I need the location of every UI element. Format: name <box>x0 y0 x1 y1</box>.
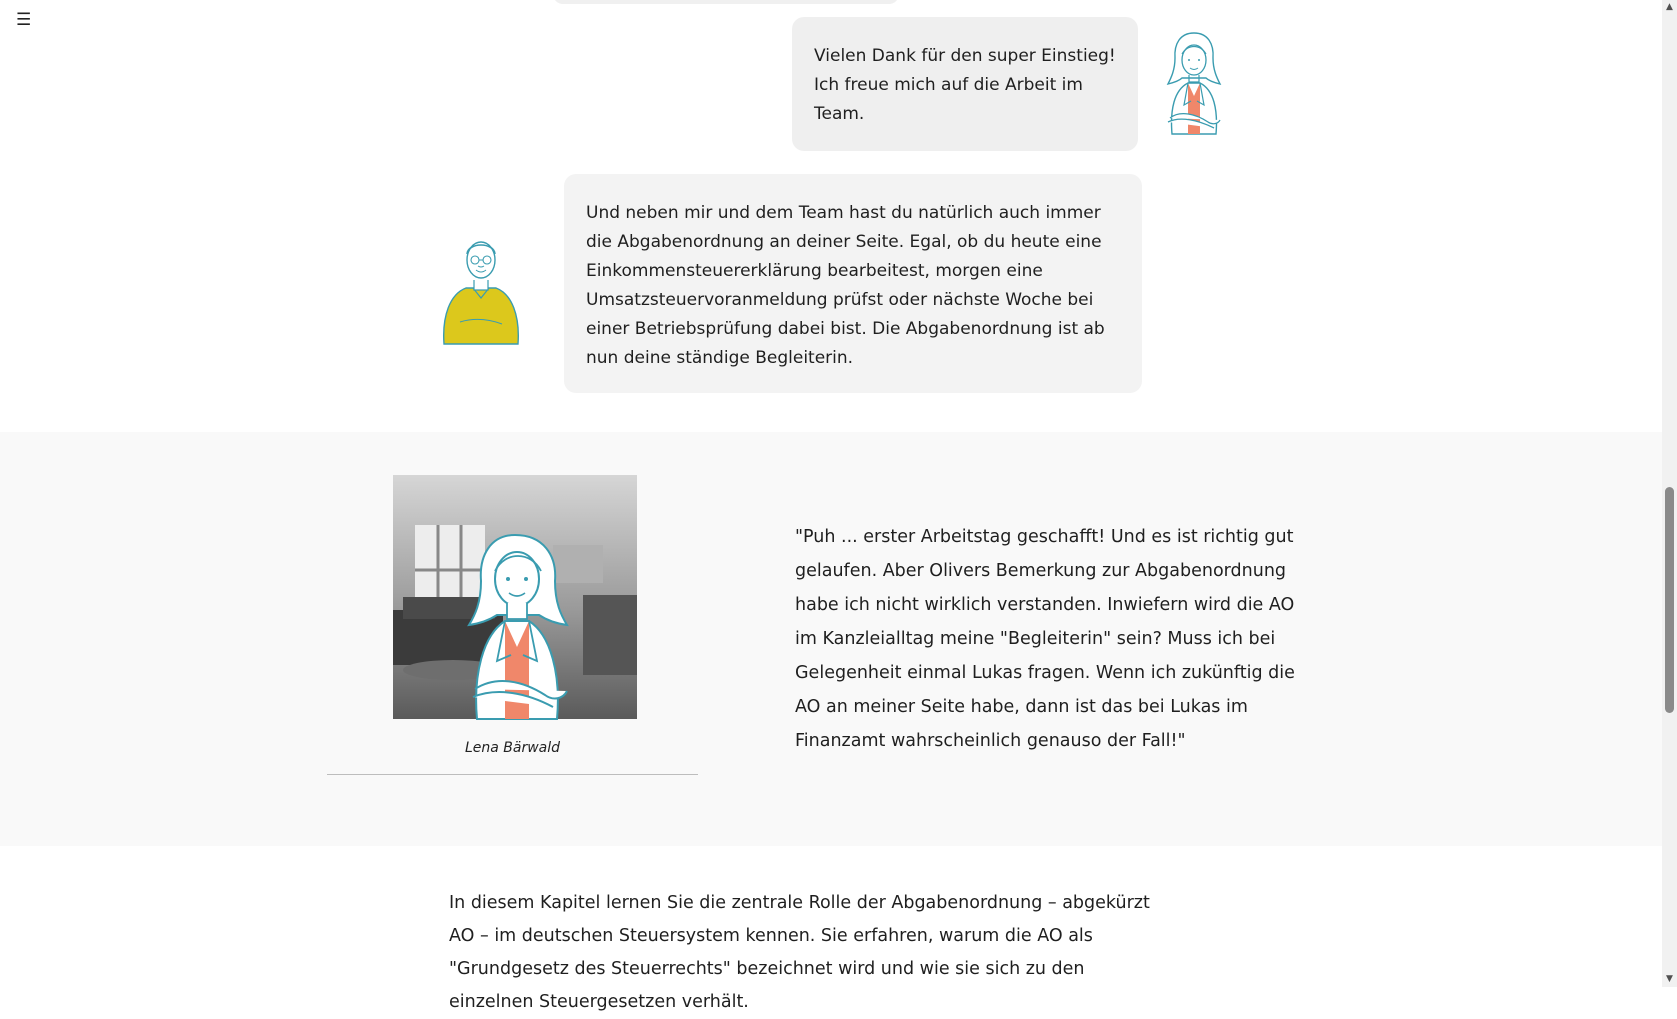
chat-bubble-text: Und neben mir und dem Team hast du natürlich auch immer die Abgabenordnung an deiner Seite. Egal, ob du heute eine Einkommensteuererklärung bearbeitest, morgen eine Umsatzsteuervoranmeldung prüfst oder nächste Woche bei einer Betriebsprüfung dabei bist. Die Abgabenordnung ist ab nun deine ständige Begleiterin. <box>586 203 1105 368</box>
chat-bubble-lena <box>792 17 1138 151</box>
scrollbar-thumb[interactable] <box>1665 487 1674 713</box>
scroll-down-arrow-icon[interactable]: ▼ <box>1666 974 1673 984</box>
caption-divider <box>327 774 698 775</box>
chat-bubble-oliver <box>564 174 1142 393</box>
lena-portrait-image <box>393 475 637 719</box>
chapter-intro-paragraph: In diesem Kapitel lernen Sie die zentrale Rolle der Abgabenordnung – abgekürzt AO – im deutschen Steuersystem kennen. Sie erfahren, warum die AO als "Grundgesetz des Steuerrechts" bezeichnet wird und wie sie sich zu den einzelnen Steuergesetzen verhält. <box>449 893 1150 1012</box>
lena-avatar-icon <box>1158 30 1230 136</box>
lena-thought-quote: "Puh ... erster Arbeitstag geschafft! Und es ist richtig gut gelaufen. Aber Olivers Bemerkung zur Abgabenordnung habe ich nicht wirklich verstanden. Inwiefern wird die AO im Kanzleialltag meine "Begleiterin" sein? Muss ich bei Gelegenheit einmal Lukas fragen. Wenn ich zukünftig die AO an meiner Seite habe, dann ist das bei Lukas im Finanzamt wahrscheinlich genauso der Fall!" <box>795 527 1295 751</box>
vertical-scrollbar[interactable] <box>1662 0 1677 987</box>
previous-chat-bubble-edge <box>553 0 899 4</box>
scroll-up-arrow-icon[interactable]: ▲ <box>1666 2 1673 12</box>
lena-portrait-figure <box>327 475 698 777</box>
portrait-caption: Lena Bärwald <box>464 740 561 756</box>
oliver-avatar-icon <box>440 236 522 346</box>
chat-bubble-text: Vielen Dank für den super Einstieg! Ich freue mich auf die Arbeit im Team. <box>814 46 1116 124</box>
hamburger-menu-icon[interactable]: ☰ <box>16 10 32 30</box>
